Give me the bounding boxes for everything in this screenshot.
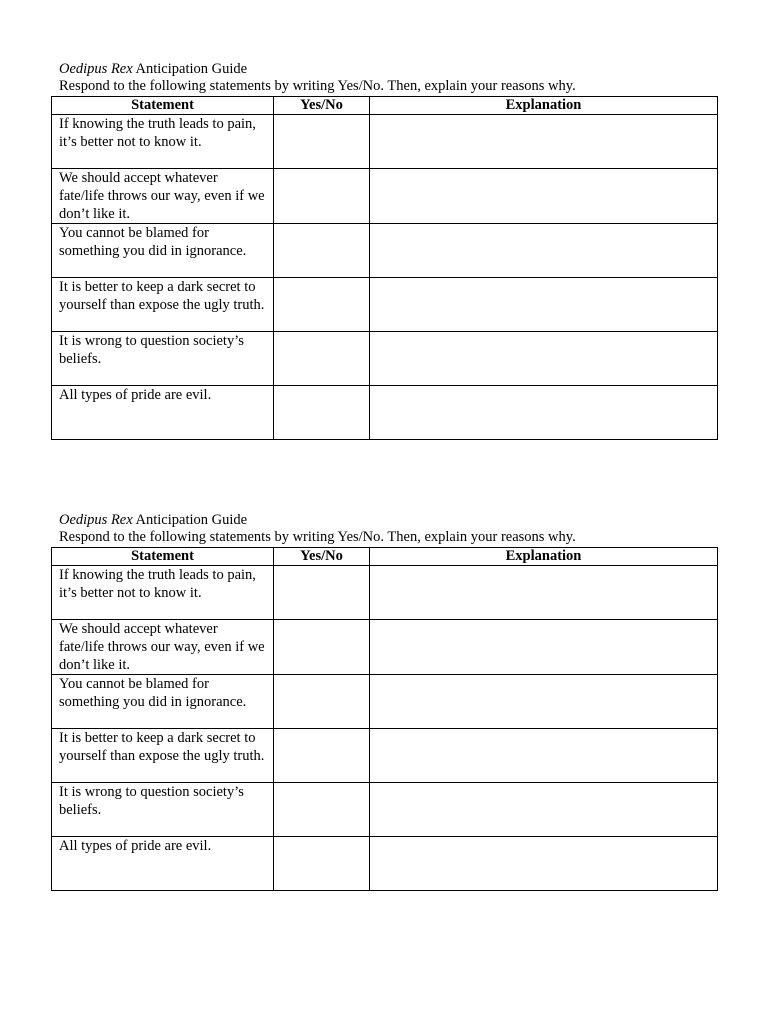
statement-cell: We should accept whatever fate/life throws our way, even if we don’t like it. (52, 620, 274, 675)
table-row (52, 224, 718, 278)
explanation-cell[interactable] (370, 169, 718, 224)
yes-no-cell[interactable] (274, 620, 370, 675)
yes-no-cell[interactable] (274, 169, 370, 224)
statement-cell: It is better to keep a dark secret to yourself than expose the ugly truth. (52, 729, 274, 783)
statement-cell: We should accept whatever fate/life throws our way, even if we don’t like it. (52, 169, 274, 224)
explanation-cell[interactable] (370, 332, 718, 386)
guide-title (51, 61, 717, 78)
anticipation-guide-2 (51, 512, 717, 891)
explanation-cell[interactable] (370, 620, 718, 675)
explanation-cell[interactable] (370, 115, 718, 169)
table-row (52, 675, 718, 729)
statement-cell: It is wrong to question society’s beliefs. (52, 783, 274, 837)
statement-cell: You cannot be blamed for something you did in ignorance. (52, 224, 274, 278)
yes-no-cell[interactable] (274, 675, 370, 729)
table-row (52, 729, 718, 783)
table-row (52, 386, 718, 440)
explanation-cell[interactable] (370, 783, 718, 837)
statement-cell: It is wrong to question society’s beliefs. (52, 332, 274, 386)
header-yes-no: Yes/No (274, 548, 370, 566)
anticipation-table (51, 547, 718, 891)
explanation-cell[interactable] (370, 224, 718, 278)
yes-no-cell[interactable] (274, 386, 370, 440)
explanation-cell[interactable] (370, 837, 718, 891)
header-explanation: Explanation (370, 548, 718, 566)
explanation-cell[interactable] (370, 386, 718, 440)
yes-no-cell[interactable] (274, 566, 370, 620)
work-title: Oedipus Rex (59, 512, 133, 528)
work-title: Oedipus Rex (59, 61, 133, 77)
header-explanation: Explanation (370, 97, 718, 115)
yes-no-cell[interactable] (274, 332, 370, 386)
yes-no-cell[interactable] (274, 278, 370, 332)
table-header-row (52, 548, 718, 566)
yes-no-cell[interactable] (274, 729, 370, 783)
anticipation-guide-1 (51, 61, 717, 440)
explanation-cell[interactable] (370, 566, 718, 620)
anticipation-table (51, 96, 718, 440)
guide-title-text: Anticipation Guide (132, 512, 248, 528)
header-statement: Statement (52, 97, 274, 115)
explanation-cell[interactable] (370, 729, 718, 783)
yes-no-cell[interactable] (274, 115, 370, 169)
yes-no-cell[interactable] (274, 224, 370, 278)
table-row (52, 278, 718, 332)
statement-cell: You cannot be blamed for something you did in ignorance. (52, 675, 274, 729)
explanation-cell[interactable] (370, 675, 718, 729)
statement-cell: If knowing the truth leads to pain, it’s better not to know it. (52, 566, 274, 620)
table-row (52, 115, 718, 169)
table-row (52, 169, 718, 224)
header-statement: Statement (52, 548, 274, 566)
table-row (52, 837, 718, 891)
yes-no-cell[interactable] (274, 837, 370, 891)
table-row (52, 783, 718, 837)
guide-title-text: Anticipation Guide (132, 61, 248, 77)
yes-no-cell[interactable] (274, 783, 370, 837)
statement-cell: It is better to keep a dark secret to yourself than expose the ugly truth. (52, 278, 274, 332)
explanation-cell[interactable] (370, 278, 718, 332)
table-header-row (52, 97, 718, 115)
table-row (52, 566, 718, 620)
guide-title (51, 512, 717, 529)
statement-cell: All types of pride are evil. (52, 386, 274, 440)
statement-cell: All types of pride are evil. (52, 837, 274, 891)
table-row (52, 332, 718, 386)
header-yes-no: Yes/No (274, 97, 370, 115)
statement-cell: If knowing the truth leads to pain, it’s better not to know it. (52, 115, 274, 169)
table-row (52, 620, 718, 675)
guide-instructions: Respond to the following statements by writing Yes/No. Then, explain your reasons why. (59, 78, 576, 94)
guide-instructions: Respond to the following statements by writing Yes/No. Then, explain your reasons why. (59, 529, 576, 545)
